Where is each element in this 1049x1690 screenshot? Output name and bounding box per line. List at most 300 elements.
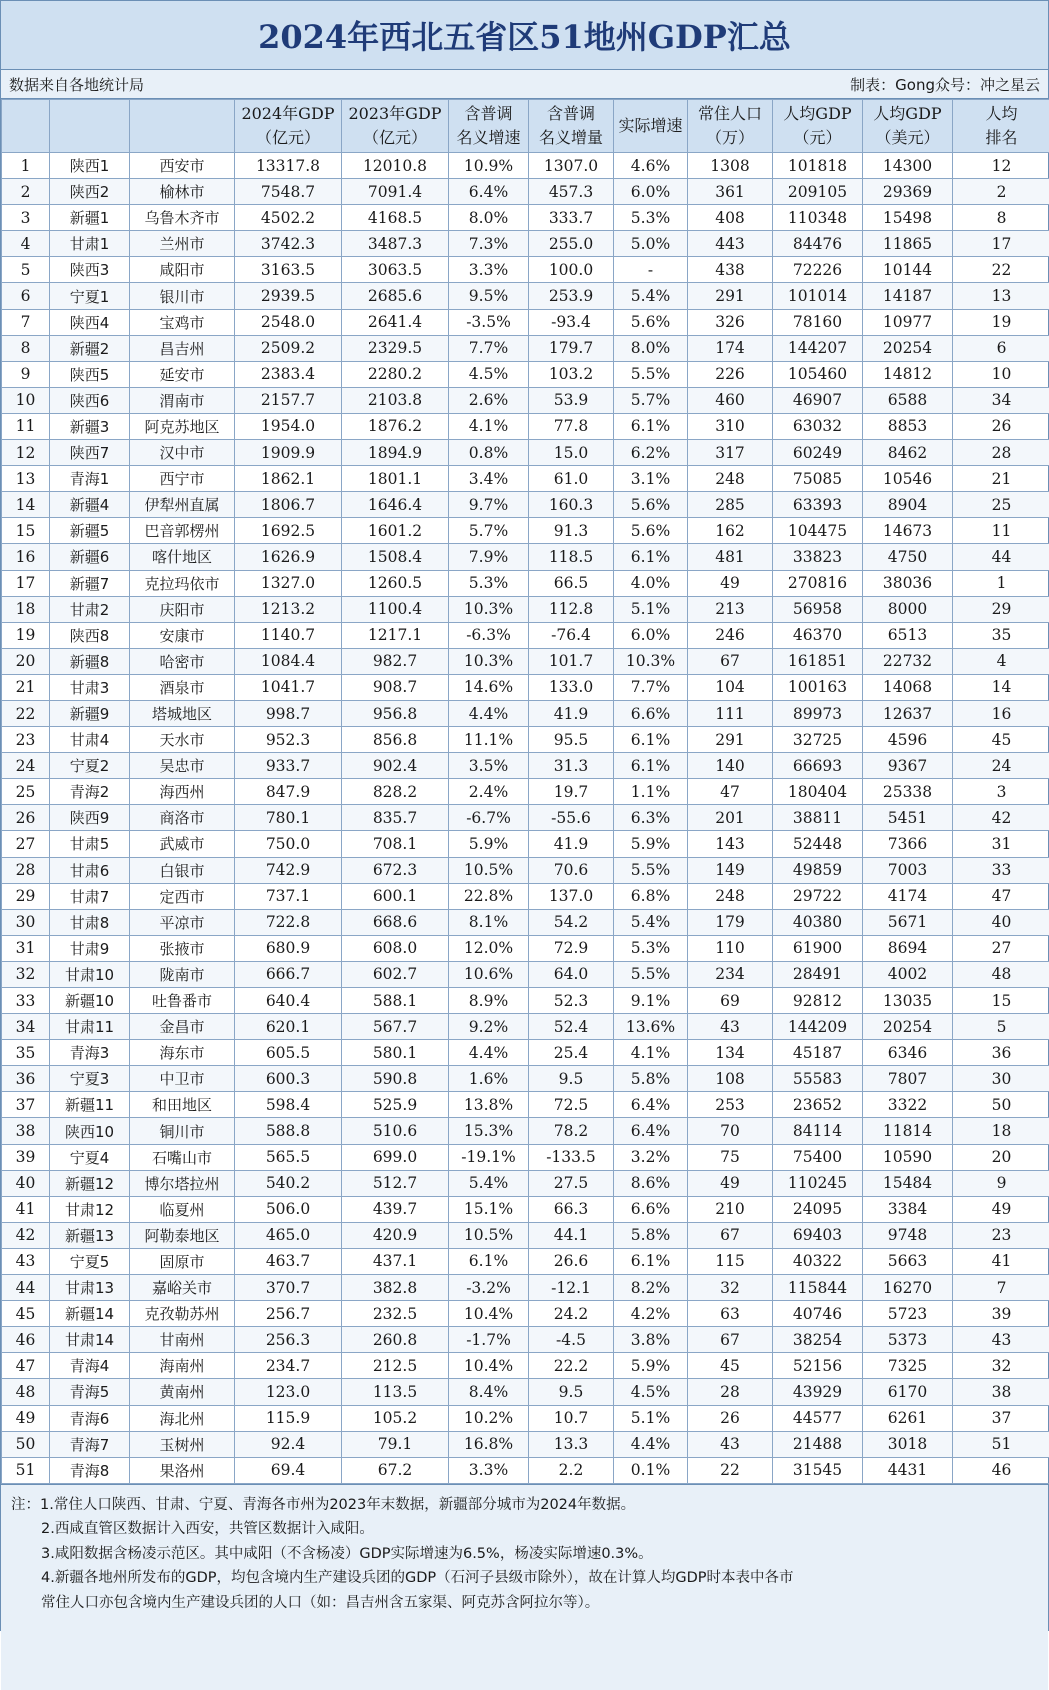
gdp-2024-cell: 2157.7 (235, 387, 342, 413)
real-growth-cell: 5.4% (614, 909, 688, 935)
population-cell: 443 (688, 231, 773, 257)
gdp-2024-cell: 13317.8 (235, 153, 342, 179)
province-cell: 甘肃14 (50, 1327, 130, 1353)
per-capita-cny-cell: 32725 (773, 727, 863, 753)
per-capita-cny-cell: 60249 (773, 440, 863, 466)
per-capita-cny-cell: 69403 (773, 1222, 863, 1248)
table-row (2, 909, 1049, 935)
real-growth-cell: 5.8% (614, 1066, 688, 1092)
real-growth-cell: 8.2% (614, 1275, 688, 1301)
nominal-growth-cell: 3.4% (449, 466, 529, 492)
gdp-2023-cell: 835.7 (342, 805, 449, 831)
table-row (2, 570, 1049, 596)
per-capita-cny-cell: 78160 (773, 309, 863, 335)
real-growth-cell: 13.6% (614, 1014, 688, 1040)
nominal-growth-cell: 7.7% (449, 335, 529, 361)
nominal-growth-cell: 3.3% (449, 257, 529, 283)
real-growth-cell: 6.3% (614, 805, 688, 831)
nominal-growth-cell: 14.6% (449, 674, 529, 700)
gdp-2023-cell: 105.2 (342, 1405, 449, 1431)
city-cell: 陇南市 (130, 961, 235, 987)
nominal-increment-cell: 179.7 (529, 335, 614, 361)
per-capita-cny-cell: 52156 (773, 1353, 863, 1379)
rank-cell: 46 (2, 1327, 50, 1353)
per-capita-cny-cell: 209105 (773, 179, 863, 205)
table-body (2, 153, 1049, 1484)
city-cell: 昌吉州 (130, 335, 235, 361)
per-capita-rank-cell: 47 (953, 883, 1049, 909)
nominal-increment-cell: 9.5 (529, 1379, 614, 1405)
per-capita-usd-cell: 38036 (863, 570, 953, 596)
data-source-label: 数据来自各地统计局 (9, 74, 144, 95)
rank-cell: 32 (2, 961, 50, 987)
population-cell: 291 (688, 283, 773, 309)
rank-cell: 10 (2, 387, 50, 413)
real-growth-cell: 5.6% (614, 309, 688, 335)
nominal-increment-cell: -12.1 (529, 1275, 614, 1301)
nominal-increment-cell: 160.3 (529, 492, 614, 518)
per-capita-cny-cell: 31545 (773, 1457, 863, 1483)
real-growth-cell: 6.6% (614, 700, 688, 726)
gdp-2023-cell: 1217.1 (342, 622, 449, 648)
per-capita-cny-cell: 84476 (773, 231, 863, 257)
population-cell: 67 (688, 1327, 773, 1353)
gdp-2024-cell: 742.9 (235, 857, 342, 883)
rank-cell: 3 (2, 205, 50, 231)
real-growth-cell: 6.1% (614, 544, 688, 570)
gdp-2024-cell: 600.3 (235, 1066, 342, 1092)
per-capita-cny-cell: 52448 (773, 831, 863, 857)
source-bar (1, 70, 1048, 99)
nominal-growth-cell: 7.3% (449, 231, 529, 257)
per-capita-cny-cell: 46370 (773, 622, 863, 648)
per-capita-cny-cell: 92812 (773, 988, 863, 1014)
city-cell: 武威市 (130, 831, 235, 857)
gdp-2024-cell: 1140.7 (235, 622, 342, 648)
per-capita-cny-cell: 63393 (773, 492, 863, 518)
province-cell: 青海4 (50, 1353, 130, 1379)
city-cell: 酒泉市 (130, 674, 235, 700)
province-cell: 青海7 (50, 1431, 130, 1457)
rank-cell: 30 (2, 909, 50, 935)
city-cell: 吴忠市 (130, 753, 235, 779)
real-growth-cell: 10.3% (614, 648, 688, 674)
real-growth-cell: 4.5% (614, 1379, 688, 1405)
population-cell: 291 (688, 727, 773, 753)
per-capita-cny-cell: 40322 (773, 1248, 863, 1274)
real-growth-cell: 0.1% (614, 1457, 688, 1483)
per-capita-usd-cell: 5723 (863, 1301, 953, 1327)
rank-cell: 21 (2, 674, 50, 700)
city-cell: 定西市 (130, 883, 235, 909)
per-capita-rank-cell: 27 (953, 935, 1049, 961)
population-cell: 49 (688, 570, 773, 596)
real-growth-cell: 6.4% (614, 1118, 688, 1144)
nominal-increment-cell: 137.0 (529, 883, 614, 909)
population-cell: 310 (688, 413, 773, 439)
city-cell: 塔城地区 (130, 700, 235, 726)
per-capita-rank-cell: 9 (953, 1170, 1049, 1196)
per-capita-cny-cell: 49859 (773, 857, 863, 883)
note-line: 常住人口亦包含境内生产建设兵团的人口（如：昌吉州含五家渠、阿克苏含阿拉尔等）。 (11, 1591, 1038, 1616)
per-capita-usd-cell: 7003 (863, 857, 953, 883)
nominal-growth-cell: 11.1% (449, 727, 529, 753)
gdp-2023-cell: 79.1 (342, 1431, 449, 1457)
province-cell: 宁夏1 (50, 283, 130, 309)
per-capita-rank-cell: 13 (953, 283, 1049, 309)
province-cell: 宁夏4 (50, 1144, 130, 1170)
gdp-2023-cell: 2329.5 (342, 335, 449, 361)
per-capita-rank-cell: 49 (953, 1196, 1049, 1222)
population-cell: 110 (688, 935, 773, 961)
nominal-growth-cell: 9.2% (449, 1014, 529, 1040)
gdp-2023-cell: 708.1 (342, 831, 449, 857)
nominal-growth-cell: 13.8% (449, 1092, 529, 1118)
city-cell: 平凉市 (130, 909, 235, 935)
per-capita-usd-cell: 25338 (863, 779, 953, 805)
nominal-increment-cell: 255.0 (529, 231, 614, 257)
gdp-2024-cell: 2939.5 (235, 283, 342, 309)
table-row (2, 231, 1049, 257)
city-cell: 嘉峪关市 (130, 1275, 235, 1301)
nominal-increment-cell: 1307.0 (529, 153, 614, 179)
nominal-growth-cell: 4.4% (449, 700, 529, 726)
nominal-growth-cell: 10.4% (449, 1353, 529, 1379)
per-capita-cny-cell: 38254 (773, 1327, 863, 1353)
nominal-increment-cell: 72.5 (529, 1092, 614, 1118)
gdp-2024-cell: 620.1 (235, 1014, 342, 1040)
per-capita-rank-cell: 35 (953, 622, 1049, 648)
per-capita-usd-cell: 12637 (863, 700, 953, 726)
city-cell: 铜川市 (130, 1118, 235, 1144)
column-header-line1: 实际增速 (614, 114, 687, 138)
province-cell: 陕西3 (50, 257, 130, 283)
gdp-2024-cell: 2383.4 (235, 361, 342, 387)
province-cell: 甘肃12 (50, 1196, 130, 1222)
population-cell: 1308 (688, 153, 773, 179)
table-row (2, 857, 1049, 883)
per-capita-rank-cell: 17 (953, 231, 1049, 257)
per-capita-cny-cell: 38811 (773, 805, 863, 831)
per-capita-usd-cell: 4596 (863, 727, 953, 753)
rank-cell: 6 (2, 283, 50, 309)
real-growth-cell: 5.5% (614, 857, 688, 883)
city-cell: 海东市 (130, 1040, 235, 1066)
rank-cell: 23 (2, 727, 50, 753)
per-capita-rank-cell: 39 (953, 1301, 1049, 1327)
per-capita-usd-cell: 8904 (863, 492, 953, 518)
population-cell: 285 (688, 492, 773, 518)
city-cell: 乌鲁木齐市 (130, 205, 235, 231)
column-header (130, 100, 235, 153)
nominal-increment-cell: 27.5 (529, 1170, 614, 1196)
per-capita-usd-cell: 8462 (863, 440, 953, 466)
gdp-2024-cell: 605.5 (235, 1040, 342, 1066)
gdp-2024-cell: 1862.1 (235, 466, 342, 492)
per-capita-usd-cell: 8694 (863, 935, 953, 961)
real-growth-cell: 5.8% (614, 1222, 688, 1248)
real-growth-cell: 6.1% (614, 753, 688, 779)
rank-cell: 49 (2, 1405, 50, 1431)
gdp-2024-cell: 640.4 (235, 988, 342, 1014)
gdp-2023-cell: 67.2 (342, 1457, 449, 1483)
real-growth-cell: 5.3% (614, 935, 688, 961)
population-cell: 248 (688, 883, 773, 909)
gdp-2023-cell: 2103.8 (342, 387, 449, 413)
table-row (2, 179, 1049, 205)
per-capita-usd-cell: 7366 (863, 831, 953, 857)
province-cell: 陕西9 (50, 805, 130, 831)
per-capita-usd-cell: 8000 (863, 596, 953, 622)
population-cell: 108 (688, 1066, 773, 1092)
note-line: 3.咸阳数据含杨凌示范区。其中咸阳（不含杨凌）GDP实际增速为6.5%，杨凌实际增速0.3%。 (11, 1542, 1038, 1567)
table-row (2, 1144, 1049, 1170)
note-line: 注：1.常住人口陕西、甘肃、宁夏、青海各市州为2023年末数据，新疆部分城市为2024年数据。 (11, 1493, 1038, 1518)
per-capita-usd-cell: 29369 (863, 179, 953, 205)
province-cell: 甘肃6 (50, 857, 130, 883)
gdp-2024-cell: 2548.0 (235, 309, 342, 335)
gdp-2023-cell: 232.5 (342, 1301, 449, 1327)
city-cell: 固原市 (130, 1248, 235, 1274)
column-header (2, 100, 50, 153)
gdp-2024-cell: 933.7 (235, 753, 342, 779)
rank-cell: 39 (2, 1144, 50, 1170)
population-cell: 149 (688, 857, 773, 883)
column-header (614, 100, 688, 153)
rank-cell: 51 (2, 1457, 50, 1483)
city-cell: 克拉玛依市 (130, 570, 235, 596)
nominal-growth-cell: 10.9% (449, 153, 529, 179)
rank-cell: 47 (2, 1353, 50, 1379)
nominal-growth-cell: 0.8% (449, 440, 529, 466)
gdp-2024-cell: 1213.2 (235, 596, 342, 622)
gdp-2024-cell: 666.7 (235, 961, 342, 987)
per-capita-cny-cell: 28491 (773, 961, 863, 987)
table-row (2, 961, 1049, 987)
per-capita-rank-cell: 24 (953, 753, 1049, 779)
table-row (2, 387, 1049, 413)
per-capita-rank-cell: 25 (953, 492, 1049, 518)
real-growth-cell: 5.5% (614, 361, 688, 387)
real-growth-cell: 5.6% (614, 492, 688, 518)
per-capita-usd-cell: 3018 (863, 1431, 953, 1457)
nominal-increment-cell: 52.3 (529, 988, 614, 1014)
population-cell: 246 (688, 622, 773, 648)
nominal-increment-cell: 457.3 (529, 179, 614, 205)
table-row (2, 1170, 1049, 1196)
rank-cell: 2 (2, 179, 50, 205)
real-growth-cell: 5.9% (614, 1353, 688, 1379)
nominal-increment-cell: 61.0 (529, 466, 614, 492)
table-row (2, 935, 1049, 961)
gdp-2023-cell: 1260.5 (342, 570, 449, 596)
per-capita-rank-cell: 51 (953, 1431, 1049, 1457)
city-cell: 克孜勒苏州 (130, 1301, 235, 1327)
nominal-increment-cell: 70.6 (529, 857, 614, 883)
column-header-line1: 含普调 (449, 102, 528, 126)
real-growth-cell: 8.0% (614, 335, 688, 361)
population-cell: 22 (688, 1457, 773, 1483)
column-header-line2: （元） (773, 126, 862, 150)
nominal-increment-cell: 333.7 (529, 205, 614, 231)
city-cell: 玉树州 (130, 1431, 235, 1457)
gdp-2023-cell: 1876.2 (342, 413, 449, 439)
gdp-2024-cell: 1084.4 (235, 648, 342, 674)
nominal-growth-cell: -6.7% (449, 805, 529, 831)
nominal-growth-cell: 3.3% (449, 1457, 529, 1483)
nominal-growth-cell: 7.9% (449, 544, 529, 570)
rank-cell: 15 (2, 518, 50, 544)
nominal-growth-cell: 10.5% (449, 857, 529, 883)
rank-cell: 9 (2, 361, 50, 387)
table-row (2, 779, 1049, 805)
nominal-growth-cell: 5.4% (449, 1170, 529, 1196)
per-capita-cny-cell: 75400 (773, 1144, 863, 1170)
nominal-growth-cell: 5.7% (449, 518, 529, 544)
gdp-2024-cell: 780.1 (235, 805, 342, 831)
gdp-2024-cell: 540.2 (235, 1170, 342, 1196)
province-cell: 陕西6 (50, 387, 130, 413)
table-row (2, 727, 1049, 753)
gdp-2024-cell: 123.0 (235, 1379, 342, 1405)
population-cell: 210 (688, 1196, 773, 1222)
table-row (2, 205, 1049, 231)
real-growth-cell: 1.1% (614, 779, 688, 805)
per-capita-cny-cell: 63032 (773, 413, 863, 439)
per-capita-usd-cell: 3322 (863, 1092, 953, 1118)
nominal-growth-cell: 5.3% (449, 570, 529, 596)
real-growth-cell: 3.2% (614, 1144, 688, 1170)
province-cell: 宁夏2 (50, 753, 130, 779)
per-capita-usd-cell: 10590 (863, 1144, 953, 1170)
per-capita-rank-cell: 2 (953, 179, 1049, 205)
gdp-2023-cell: 7091.4 (342, 179, 449, 205)
nominal-increment-cell: 100.0 (529, 257, 614, 283)
real-growth-cell: 5.4% (614, 283, 688, 309)
per-capita-rank-cell: 16 (953, 700, 1049, 726)
real-growth-cell: 3.1% (614, 466, 688, 492)
per-capita-rank-cell: 22 (953, 257, 1049, 283)
per-capita-usd-cell: 6261 (863, 1405, 953, 1431)
city-cell: 兰州市 (130, 231, 235, 257)
nominal-increment-cell: 64.0 (529, 961, 614, 987)
gdp-2024-cell: 1327.0 (235, 570, 342, 596)
gdp-2023-cell: 828.2 (342, 779, 449, 805)
city-cell: 汉中市 (130, 440, 235, 466)
population-cell: 47 (688, 779, 773, 805)
city-cell: 海西州 (130, 779, 235, 805)
per-capita-usd-cell: 6588 (863, 387, 953, 413)
header-row (2, 100, 1049, 153)
rank-cell: 14 (2, 492, 50, 518)
per-capita-cny-cell: 40380 (773, 909, 863, 935)
gdp-2024-cell: 680.9 (235, 935, 342, 961)
real-growth-cell: 6.2% (614, 440, 688, 466)
column-header-line2: 排名 (953, 126, 1049, 150)
per-capita-usd-cell: 16270 (863, 1275, 953, 1301)
per-capita-cny-cell: 180404 (773, 779, 863, 805)
gdp-2024-cell: 737.1 (235, 883, 342, 909)
nominal-increment-cell: -133.5 (529, 1144, 614, 1170)
rank-cell: 29 (2, 883, 50, 909)
per-capita-rank-cell: 23 (953, 1222, 1049, 1248)
rank-cell: 19 (2, 622, 50, 648)
province-cell: 甘肃9 (50, 935, 130, 961)
nominal-growth-cell: 9.5% (449, 283, 529, 309)
population-cell: 111 (688, 700, 773, 726)
rank-cell: 31 (2, 935, 50, 961)
province-cell: 青海8 (50, 1457, 130, 1483)
per-capita-usd-cell: 5451 (863, 805, 953, 831)
nominal-increment-cell: 53.9 (529, 387, 614, 413)
per-capita-cny-cell: 89973 (773, 700, 863, 726)
rank-cell: 41 (2, 1196, 50, 1222)
real-growth-cell: 4.2% (614, 1301, 688, 1327)
table-header (2, 100, 1049, 153)
column-header (342, 100, 449, 153)
rank-cell: 20 (2, 648, 50, 674)
per-capita-usd-cell: 10977 (863, 309, 953, 335)
gdp-2023-cell: 672.3 (342, 857, 449, 883)
population-cell: 481 (688, 544, 773, 570)
table-row (2, 700, 1049, 726)
real-growth-cell: 5.6% (614, 518, 688, 544)
province-cell: 甘肃4 (50, 727, 130, 753)
per-capita-rank-cell: 3 (953, 779, 1049, 805)
per-capita-usd-cell: 14068 (863, 674, 953, 700)
gdp-2023-cell: 856.8 (342, 727, 449, 753)
city-cell: 和田地区 (130, 1092, 235, 1118)
rank-cell: 44 (2, 1275, 50, 1301)
per-capita-usd-cell: 7807 (863, 1066, 953, 1092)
gdp-2024-cell: 234.7 (235, 1353, 342, 1379)
gdp-2023-cell: 580.1 (342, 1040, 449, 1066)
city-cell: 阿克苏地区 (130, 413, 235, 439)
gdp-2023-cell: 12010.8 (342, 153, 449, 179)
table-row (2, 753, 1049, 779)
population-cell: 143 (688, 831, 773, 857)
nominal-growth-cell: 22.8% (449, 883, 529, 909)
table-row (2, 309, 1049, 335)
population-cell: 361 (688, 179, 773, 205)
nominal-increment-cell: 103.2 (529, 361, 614, 387)
per-capita-cny-cell: 24095 (773, 1196, 863, 1222)
per-capita-rank-cell: 48 (953, 961, 1049, 987)
real-growth-cell: 5.1% (614, 596, 688, 622)
column-header-line2: （美元） (863, 126, 952, 150)
table-row (2, 674, 1049, 700)
note-line: 4.新疆各地州所发布的GDP，均包含境内生产建设兵团的GDP（石河子县级市除外），故在计算人均GDP时本表中各市 (11, 1566, 1038, 1591)
table-row (2, 1014, 1049, 1040)
province-cell: 陕西10 (50, 1118, 130, 1144)
province-cell: 新疆6 (50, 544, 130, 570)
nominal-growth-cell: -3.5% (449, 309, 529, 335)
nominal-growth-cell: 15.1% (449, 1196, 529, 1222)
nominal-increment-cell: 95.5 (529, 727, 614, 753)
gdp-2023-cell: 956.8 (342, 700, 449, 726)
per-capita-cny-cell: 44577 (773, 1405, 863, 1431)
real-growth-cell: 5.7% (614, 387, 688, 413)
rank-cell: 4 (2, 231, 50, 257)
nominal-increment-cell: 118.5 (529, 544, 614, 570)
gdp-2023-cell: 510.6 (342, 1118, 449, 1144)
per-capita-rank-cell: 34 (953, 387, 1049, 413)
gdp-2024-cell: 1954.0 (235, 413, 342, 439)
per-capita-cny-cell: 161851 (773, 648, 863, 674)
province-cell: 新疆9 (50, 700, 130, 726)
column-header-line2: 名义增量 (529, 126, 613, 150)
province-cell: 陕西5 (50, 361, 130, 387)
